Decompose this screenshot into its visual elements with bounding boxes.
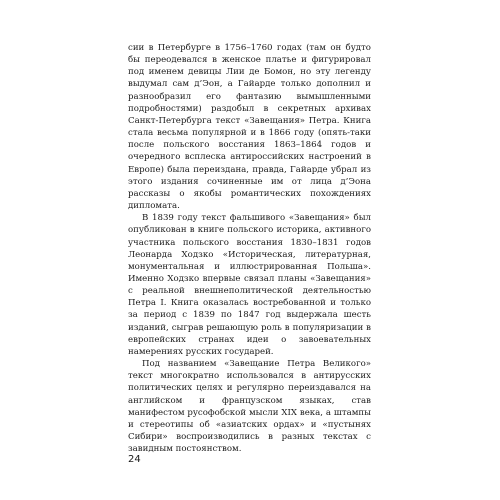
paragraph-continuation: сии в Петербурге в 1756–1760 годах (там он будто бы переодевался в женское платье и фигурировал под именем девицы Лии де Бомон, но эту легенду выдумал сам д’Эон, а Гайарде только дополнил и разнообразил его фантазию вымышленными подробностями) раздобыл в секретных архивах Санкт-Петербурга текст «Завещания» Петра. Книга стала весьма популярной и в 1866 году (опять-таки после польского восстания 1863–1864 годов и очередного всплеска антироссийских настроений в Европе) была переиздана, правда, Гайарде убрал из этого издания сочиненные им от лица д’Эона рассказы о якобы романтических похождениях дипломата. [128, 43, 371, 212]
paragraph-testament-usage: Под названием «Завещание Петра Великого» текст многократно использовался в антирусских политических целях и регулярно переиздавался на английском и французском языках, став манифестом русофобской мысли XIX века, а штампы и стереотипы об «азиатских ордах» и «пустынях Сибири» воспроизводились в разных текстах с завидным постоянством. [128, 359, 371, 455]
body-text [128, 42, 371, 455]
paragraph-chodzko: В 1839 году текст фальшивого «Завещания» был опубликован в книге польского историка, активного участника польского восстания 1830–1831 годов Леонарда Ходзко «Историческая, литературная, монументальная и иллюстрированная Польша». Именно Ходзко впервые связал планы «Завещания» с реальной внешнеполитической деятельностью Петра I. Книга оказалась востребованной и только за период с 1839 по 1847 год выдержала шесть изданий, сыграв решающую роль в популяризации в европейских странах идеи о завоевательных намерениях русских государей. [128, 213, 371, 357]
page-number: 24 [128, 454, 141, 465]
